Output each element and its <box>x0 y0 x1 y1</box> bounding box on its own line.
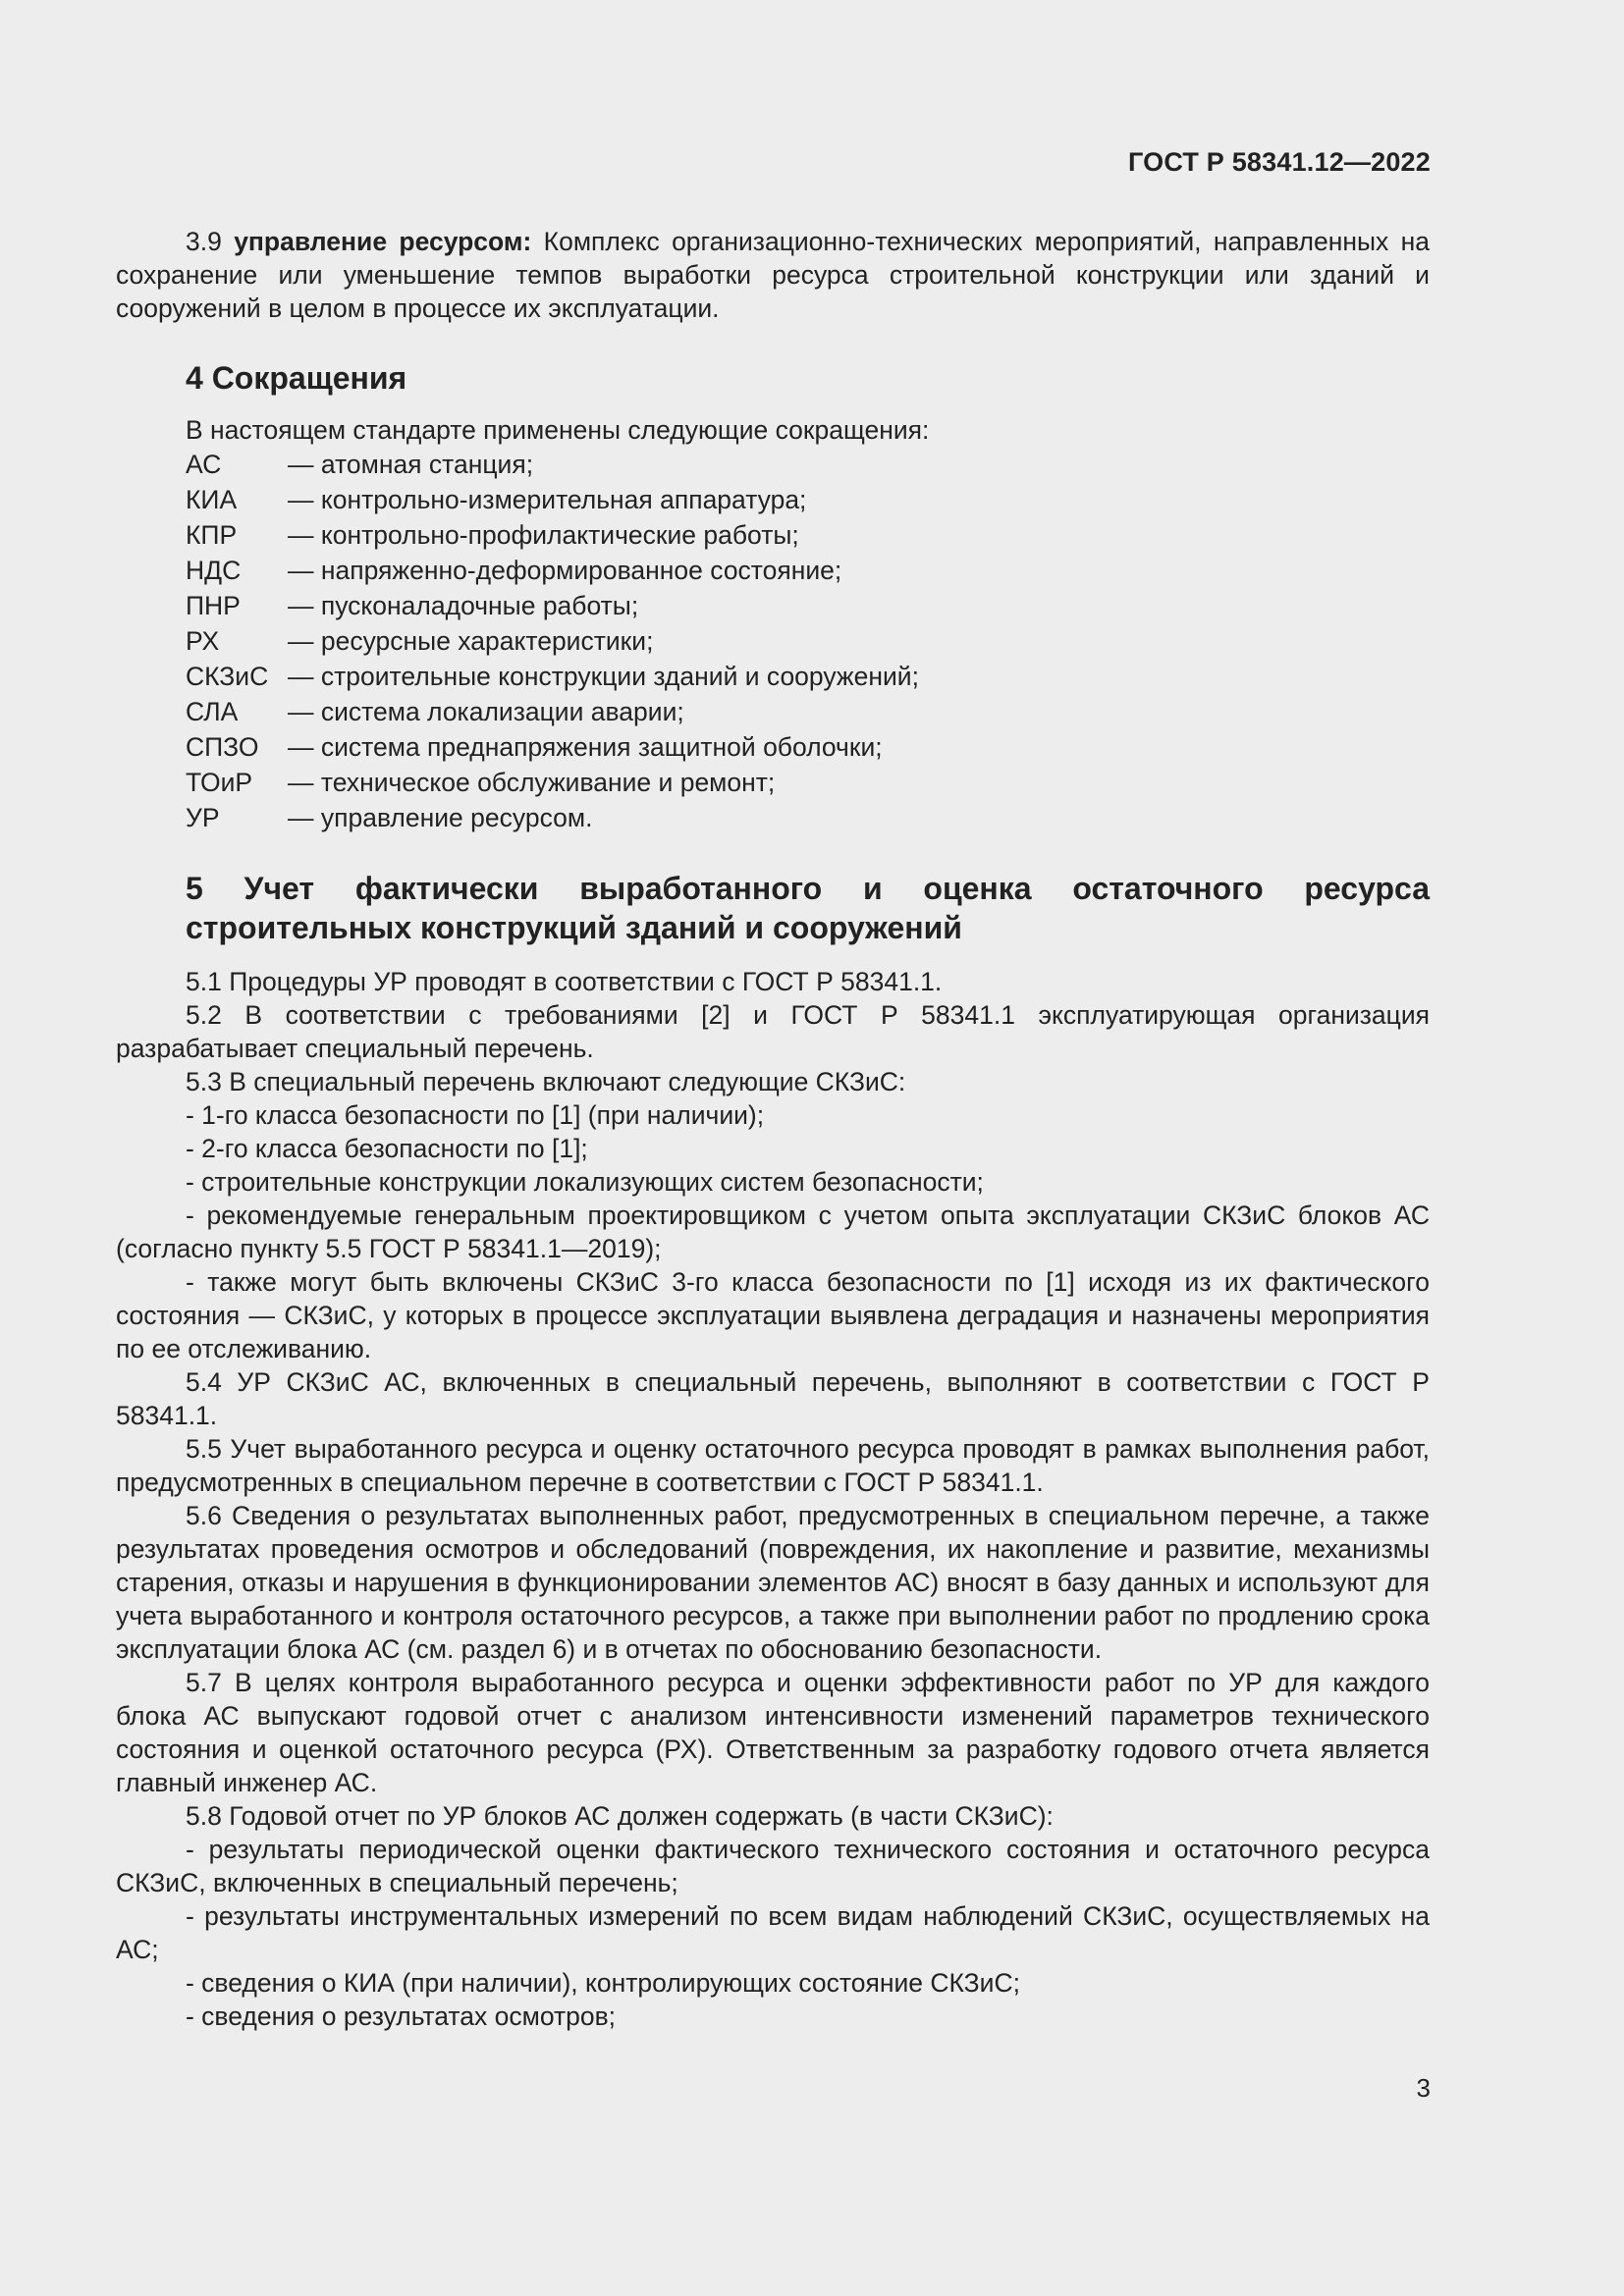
list-item: - результаты периодической оценки фактического технического состояния и остаточного ресурса СКЗиС, включенных в специальный перечень; <box>116 1835 1430 1897</box>
abbreviation-code: КИА <box>186 485 238 514</box>
abbreviations-list <box>116 447 1430 835</box>
abbreviation-row <box>116 553 1430 588</box>
paragraph-5-3: 5.3 В специальный перечень включают следующие СКЗиС: <box>186 1067 906 1096</box>
abbreviation-code: ПНР <box>186 591 241 620</box>
abbreviation-row <box>116 729 1430 765</box>
abbreviation-code: ТОиР <box>186 768 253 797</box>
abbreviation-row <box>116 588 1430 623</box>
abbreviation-code: СПЗО <box>186 732 259 762</box>
abbreviation-code: РХ <box>186 626 220 656</box>
abbreviation-description: — управление ресурсом. <box>288 803 593 832</box>
paragraph-5-2: 5.2 В соответствии с требованиями [2] и ГОСТ Р 58341.1 эксплуатирующая организация разрабатывает специальный перечень. <box>116 1000 1430 1063</box>
abbreviation-code: АС <box>186 450 222 479</box>
list-5-8 <box>116 1833 1430 2033</box>
definition: Комплекс организационно-технических мероприятий, направленных на сохранение или уменьшение темпов выработки ресурса строительной конструкции или зданий и сооружений в целом в процессе их эксплуатации. <box>116 227 1430 323</box>
abbreviation-description: — система преднапряжения защитной оболочки; <box>288 732 883 762</box>
abbreviation-row <box>116 765 1430 800</box>
abbreviation-row <box>116 447 1430 482</box>
abbreviation-description: — техническое обслуживание и ремонт; <box>288 768 776 797</box>
paragraph-3-9 <box>116 225 1430 325</box>
list-item: - результаты инструментальных измерений по всем видам наблюдений СКЗиС, осуществляемых на АС; <box>116 1901 1430 1964</box>
abbreviation-description: — пусконаладочные работы; <box>288 591 639 620</box>
abbreviation-code: СКЗиС <box>186 662 269 691</box>
abbreviation-row <box>116 800 1430 835</box>
abbreviation-description: — контрольно-измерительная аппаратура; <box>288 485 807 514</box>
section-4-heading: 4 Сокращения <box>186 360 407 396</box>
abbreviation-code: КПР <box>186 520 238 550</box>
abbreviation-row <box>116 517 1430 553</box>
list-item: - сведения о результатах осмотров; <box>186 2002 617 2031</box>
paragraph-5-6: 5.6 Сведения о результатах выполненных работ, предусмотренных в специальном перечне, а также результатах проведения осмотров и обследований (повреждения, их накопление и развитие, механизмы старения, отказы и нарушения в функционировании элементов АС) вносят в базу данных и используют для учета выработанного и контроля остаточного ресурсов, а также при выполнении работ по продлению срока эксплуатации блока АС (см. раздел 6) и в отчетах по обоснованию безопасности. <box>116 1501 1430 1664</box>
abbreviation-row <box>116 482 1430 517</box>
list-item: - рекомендуемые генеральным проектировщиком с учетом опыта эксплуатации СКЗиС блоков АС (согласно пункту 5.5 ГОСТ Р 58341.1—2019); <box>116 1201 1430 1263</box>
abbreviation-description: — система локализации аварии; <box>288 697 684 726</box>
abbreviations-intro: В настоящем стандарте применены следующие сокращения: <box>186 415 930 445</box>
abbreviation-row <box>116 623 1430 659</box>
abbreviation-code: НДС <box>186 556 242 585</box>
page-number: 3 <box>1416 2073 1431 2103</box>
abbreviation-description: — ресурсные характеристики; <box>288 626 654 656</box>
list-item: - сведения о КИА (при наличии), контролирующих состояние СКЗиС; <box>186 1968 1020 1998</box>
paragraph-5-7: 5.7 В целях контроля выработанного ресурса и оценки эффективности работ по УР для каждого блока АС выпускают годовой отчет с анализом интенсивности изменений параметров технического состояния и оценкой остаточного ресурса (РХ). Ответственным за разработку годового отчета является главный инженер АС. <box>116 1668 1430 1797</box>
abbreviation-description: — контрольно-профилактические работы; <box>288 520 799 550</box>
document-body <box>116 225 1430 2033</box>
abbreviation-description: — напряженно-деформированное состояние; <box>288 556 842 585</box>
abbreviation-row <box>116 694 1430 729</box>
abbreviation-description: — строительные конструкции зданий и сооружений; <box>288 662 919 691</box>
abbreviation-code: УР <box>186 803 220 832</box>
list-item: - 2-го класса безопасности по [1]; <box>186 1134 588 1163</box>
term: управление ресурсом: <box>234 227 532 256</box>
list-5-3 <box>116 1098 1430 1365</box>
paragraph-5-1: 5.1 Процедуры УР проводят в соответствии с ГОСТ Р 58341.1. <box>186 967 943 996</box>
clause-number: 3.9 <box>186 227 222 256</box>
paragraph-5-4: 5.4 УР СКЗиС АС, включенных в специальный перечень, выполняют в соответствии с ГОСТ Р 58341.1. <box>116 1367 1430 1430</box>
paragraph-5-5: 5.5 Учет выработанного ресурса и оценку остаточного ресурса проводят в рамках выполнения работ, предусмотренных в специальном перечне в соответствии с ГОСТ Р 58341.1. <box>116 1434 1430 1497</box>
abbreviation-row <box>116 659 1430 694</box>
paragraph-5-8: 5.8 Годовой отчет по УР блоков АС должен содержать (в части СКЗиС): <box>186 1801 1054 1831</box>
list-item: - также могут быть включены СКЗиС 3-го класса безопасности по [1] исходя из их фактического состояния — СКЗиС, у которых в процессе эксплуатации выявлена деградация и назначены мероприятия по ее отслеживанию. <box>116 1267 1430 1363</box>
list-item: - строительные конструкции локализующих систем безопасности; <box>186 1167 984 1197</box>
document-header: ГОСТ Р 58341.12—2022 <box>1128 147 1431 177</box>
abbreviation-code: СЛА <box>186 697 239 726</box>
abbreviation-description: — атомная станция; <box>288 450 534 479</box>
list-item: - 1-го класса безопасности по [1] (при наличии); <box>186 1100 765 1130</box>
section-5-heading: 5 Учет фактически выработанного и оценка остаточного ресурса строительных конструкций зданий и сооружений <box>186 871 1430 945</box>
